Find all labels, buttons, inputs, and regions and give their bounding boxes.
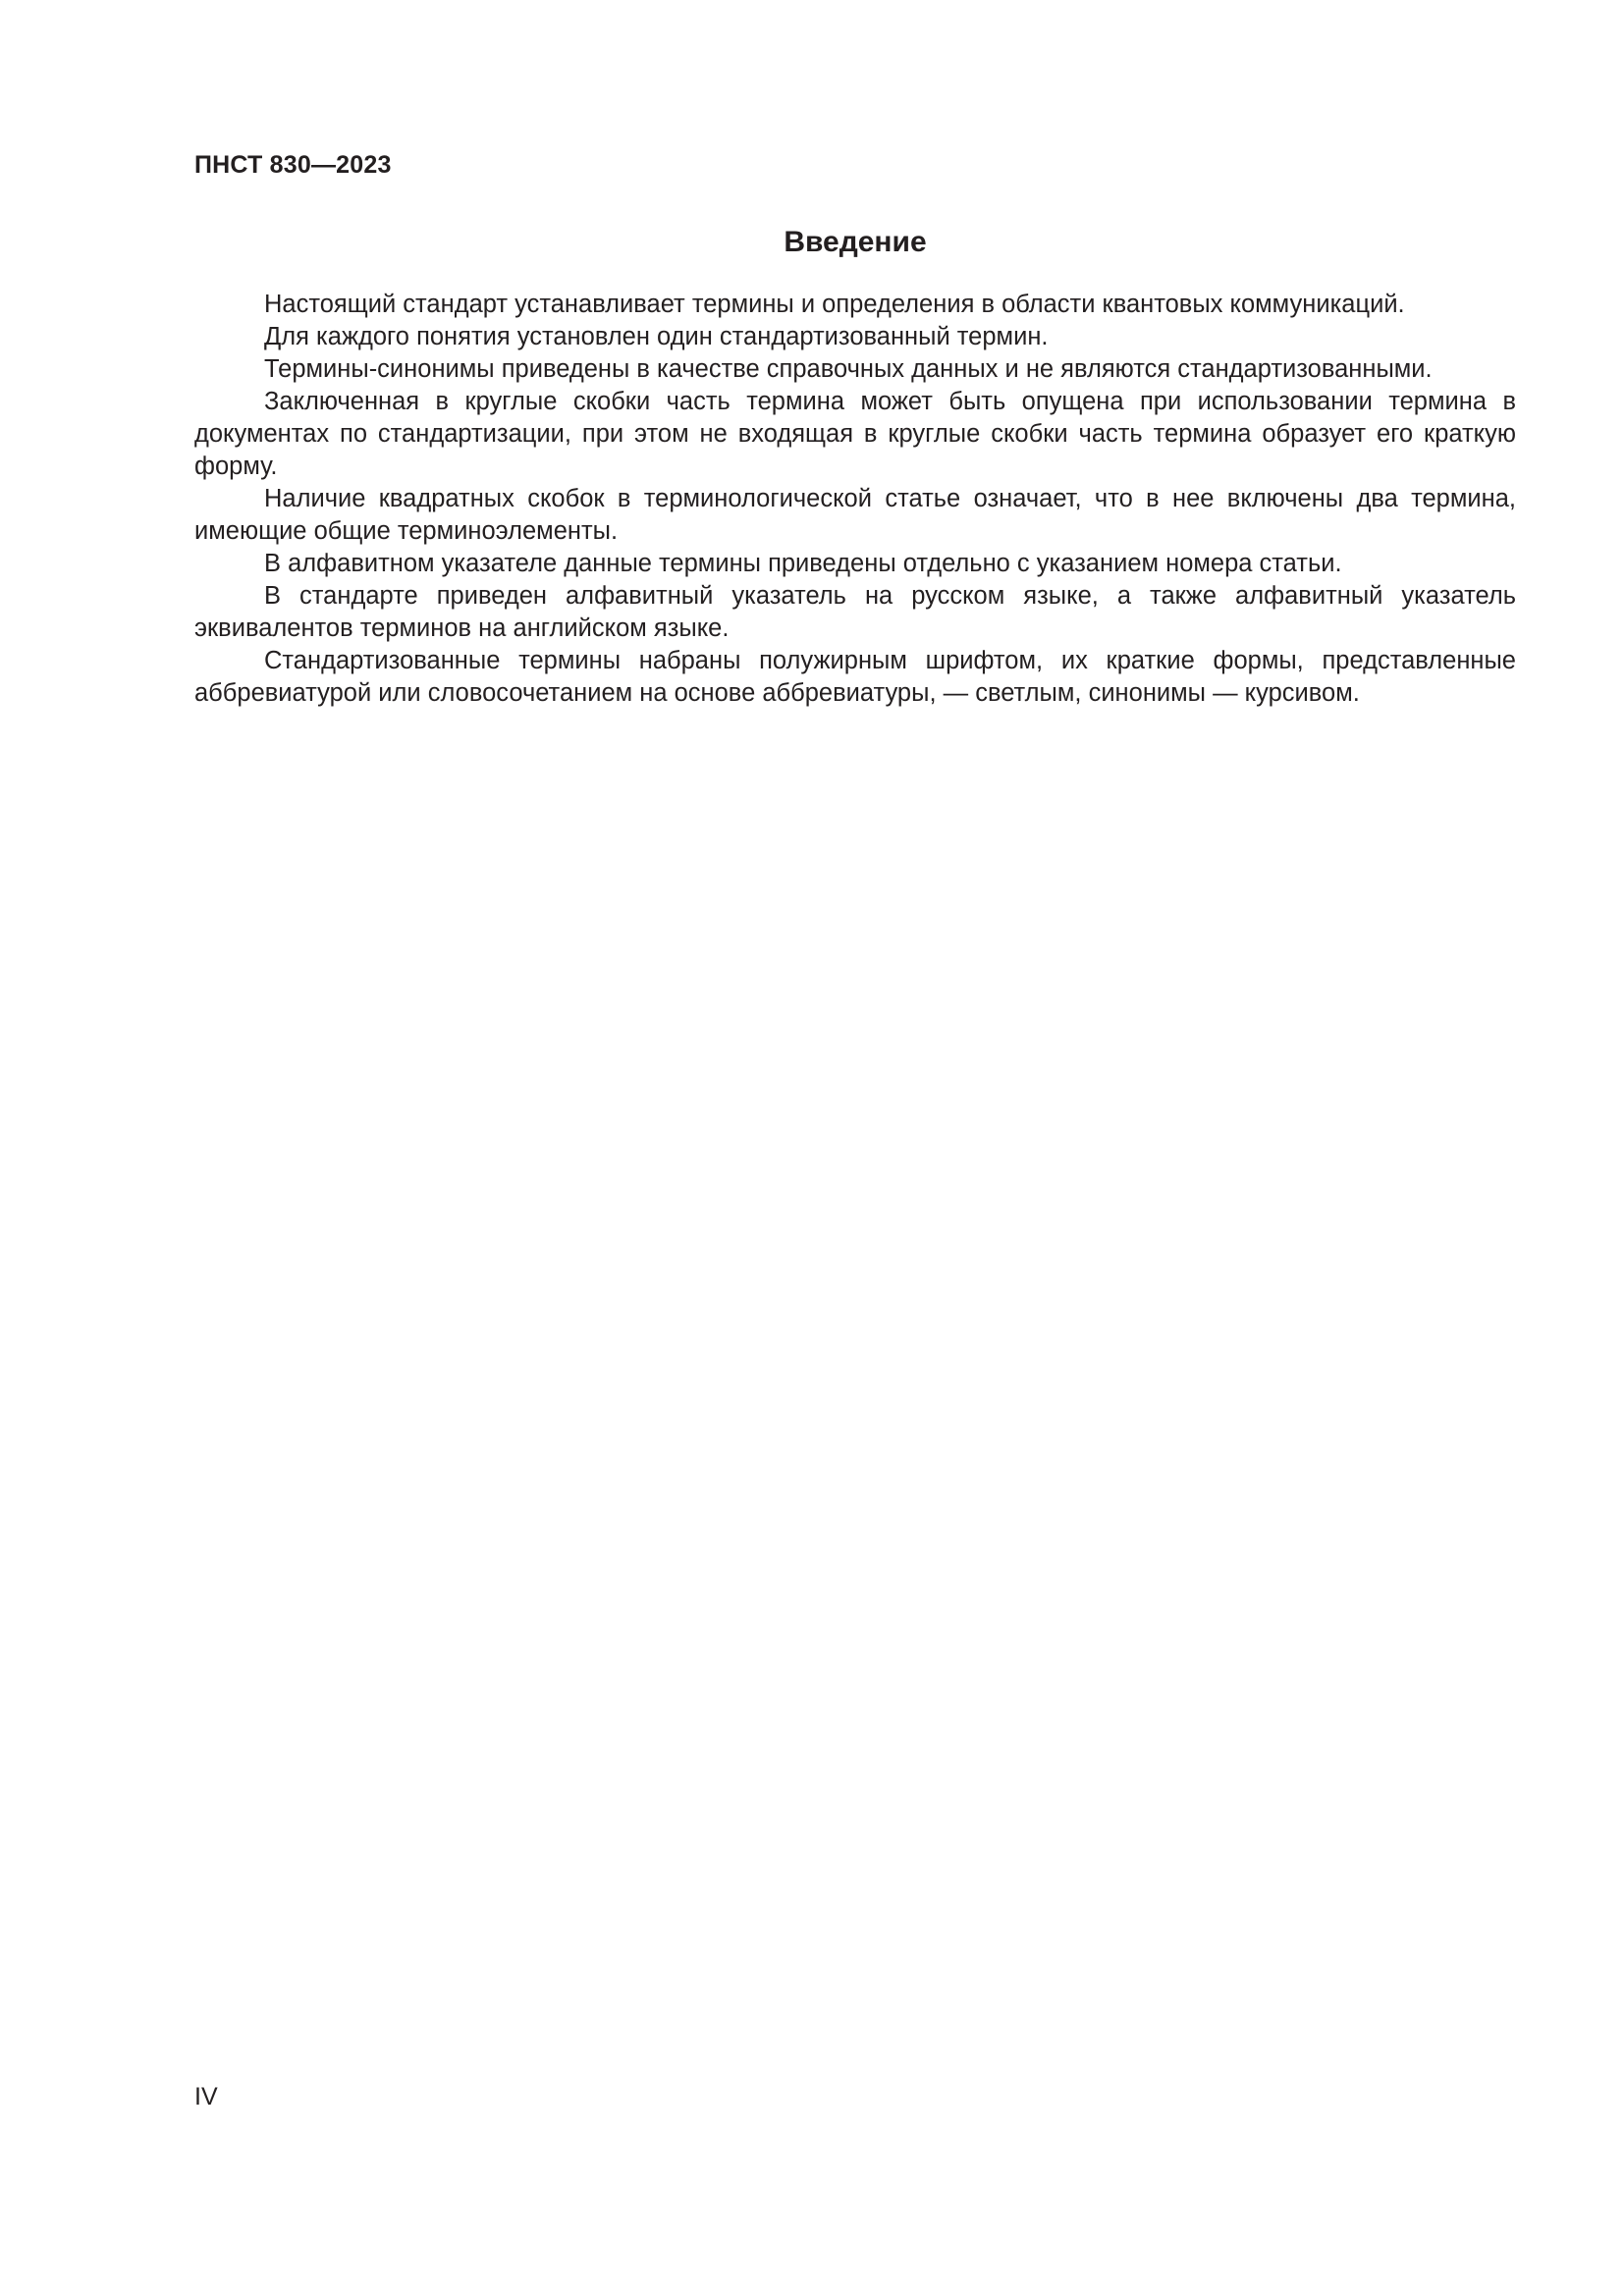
paragraph: Термины-синонимы приведены в качестве справочных данных и не являются стандартизованными. xyxy=(264,355,1433,383)
paragraph: Стандартизованные термины набраны полужирным шрифтом, их краткие формы, представленные аббревиатурой или словосочетанием на основе аббревиатуры, — светлым, синонимы — курсивом. xyxy=(194,647,1516,707)
paragraph: Наличие квадратных скобок в терминологической статье означает, что в нее включены два термина, имеющие общие терминоэлементы. xyxy=(194,485,1516,545)
paragraph: В алфавитном указателе данные термины приведены отдельно с указанием номера статьи. xyxy=(264,550,1342,577)
paragraph: В стандарте приведен алфавитный указатель на русском языке, а также алфавитный указатель эквивалентов терминов на английском языке. xyxy=(194,582,1516,642)
document-code: ПНСТ 830—2023 xyxy=(194,151,392,179)
page-number: IV xyxy=(194,2083,218,2110)
section-title: Введение xyxy=(784,226,927,258)
introduction-body xyxy=(194,289,1516,710)
paragraph: Заключенная в круглые скобки часть термина может быть опущена при использовании термина в документах по стандартизации, при этом не входящая в круглые скобки часть термина образует его краткую форму. xyxy=(194,388,1516,480)
paragraph: Для каждого понятия установлен один стандартизованный термин. xyxy=(264,323,1049,350)
paragraph: Настоящий стандарт устанавливает термины и определения в области квантовых коммуникаций. xyxy=(264,291,1405,318)
